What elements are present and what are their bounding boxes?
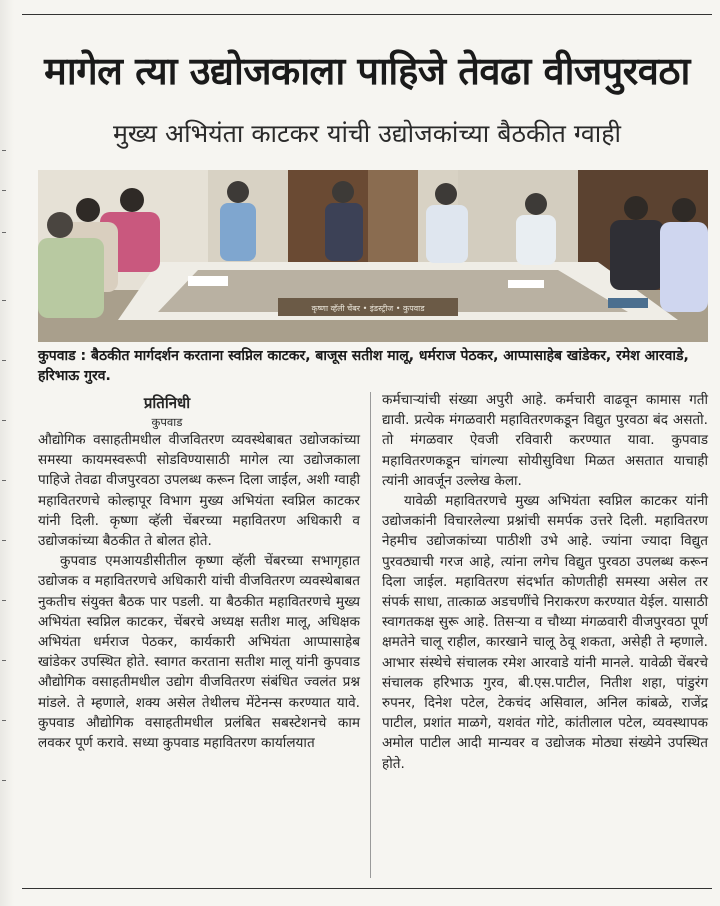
body-paragraph-4: यावेळी महावितरणचे मुख्य अभियंता स्वप्निल काटकर यांनी उद्योजकांनी विचारलेल्या प्रश्नांची समर्पक उत्तरे दिली. महावितरण नेहमीच उद्योजकांच्या पाठीशी उभे आहे. ज्यांना ज्यादा विद्युत पुरवठ्याची गरज आहे, त्यांना लगेच विद्युत पुरवठा उपलब्ध करून दिला जाईल. महावितरण संदर्भात कोणतीही समस्या असेल तर संपर्क साधा, तात्काळ अडचणींचे निराकरण करण्यात येईल. यासाठी स्वागतकक्ष सुरू आहे. तिसऱ्या व चौथ्या मंगळवारी वीजपुरवठा पूर्ण क्षमतेने चालू राहील, कारखाने चालू ठेवू शकता, असेही ते म्हणाले. आभार संस्थेचे संचालक रमेश आरवाडे यांनी मानले. यावेळी चेंबरचे संचालक हरिभाऊ गुरव, बी.एस.पाटील, नितीश शहा, पांडुरंग रुपनर, दिनेश पटेल, टेकचंद असिवाल, अनिल कांबळे, राजेंद्र पाटील, प्रशांत माळगे, यशवंत गोटे, कांतीलाल पटेल, व्यवस्थापक अमोल पाटील आदी मान्यवर व उद्योजक मोठ्या संख्येने उपस्थित होते. bbox=[382, 493, 708, 772]
column-divider bbox=[370, 392, 371, 878]
byline: प्रतिनिधी bbox=[143, 394, 191, 412]
bottom-rule bbox=[22, 888, 712, 889]
subheadline: मुख्य अभियंता काटकर यांची उद्योजकांच्या बैठकीत ग्वाही bbox=[112, 119, 622, 148]
meeting-photo bbox=[38, 170, 708, 342]
adjacent-column-edge bbox=[0, 0, 14, 906]
photo-caption: कुपवाड : बैठकीत मार्गदर्शन करताना स्वप्निल काटकर, बाजूस सतीश मालू, धर्मराज पेठकर, आप्पासाहेब खांडेकर, रमेश आरवाडे, हरिभाऊ गुरव. bbox=[38, 348, 689, 384]
body-paragraph-3: कर्मचाऱ्यांची संख्या अपुरी आहे. कर्मचारी वाढवून कामास गती द्यावी. प्रत्येक मंगळवारी महावितरणकडून विद्युत पुरवठा बंद असतो. तो मंगळवार ऐवजी रविवारी करण्यात यावा. कुपवाड महावितरणकडून चांगल्या सोयीसुविधा मिळत असतात याचाही त्यांनी आवर्जून उल्लेख केला. bbox=[382, 392, 708, 489]
article-column-left bbox=[38, 392, 360, 753]
meeting-photo-illustration bbox=[38, 170, 708, 342]
table-sign: कृष्णा व्हॅली चेंबर • इंडस्ट्रीज • कुपवाड bbox=[311, 304, 425, 313]
body-paragraph-1: औद्योगिक वसाहतीमधील वीजवितरण व्यवस्थेबाबत उद्योजकांच्या समस्या कायमस्वरूपी सोडविण्यासाठी मागेल त्या उद्योजकाला पाहिजे तेवढा वीजपुरवठा उपलब्ध करून दिला जाईल, अशी ग्वाही महावितरणचे कोल्हापूर विभाग मुख्य अभियंता स्वप्निल काटकर यांनी दिली. कृष्णा व्हॅली चेंबरच्या महावितरण अधिकारी व उद्योजकांच्या बैठकीत ते बोलत होते. bbox=[38, 432, 360, 550]
top-rule bbox=[22, 14, 712, 15]
article-column-right bbox=[382, 390, 708, 774]
body-paragraph-2: कुपवाड एमआयडीसीतील कृष्णा व्हॅली चेंबरच्या सभागृहात उद्योजक व महावितरणचे अधिकारी यांची वीजवितरण व्यवस्थेबाबत नुकतीच संयुक्त बैठक पार पडली. या बैठकीत महावितरणचे मुख्य अभियंता स्वप्निल काटकर, चेंबरचे अध्यक्ष सतीश मालू, अधिक्षक अभियंता धर्मराज पेठकर, कार्यकारी अभियंता आप्पासाहेब खांडेकर उपस्थित होते. स्वागत करताना सतीश मालू यांनी कुपवाड औद्योगिक वसाहतीमधील उद्योग वीजवितरण संबंधित ज्वलंत प्रश्न मांडले. ते म्हणाले, शक्य असेल तेथीलच मेंटेनन्स करण्यात यावे. कुपवाड औद्योगिक वसाहतीमधील प्रलंबित सबस्टेशनचे काम लवकर पूर्ण करावे. सध्या कुपवाड महावितरण कार्यालयात bbox=[38, 553, 360, 752]
dateline: कुपवाड bbox=[151, 415, 183, 429]
headline: मागेल त्या उद्योजकाला पाहिजे तेवढा वीजपुरवठा bbox=[44, 49, 690, 93]
